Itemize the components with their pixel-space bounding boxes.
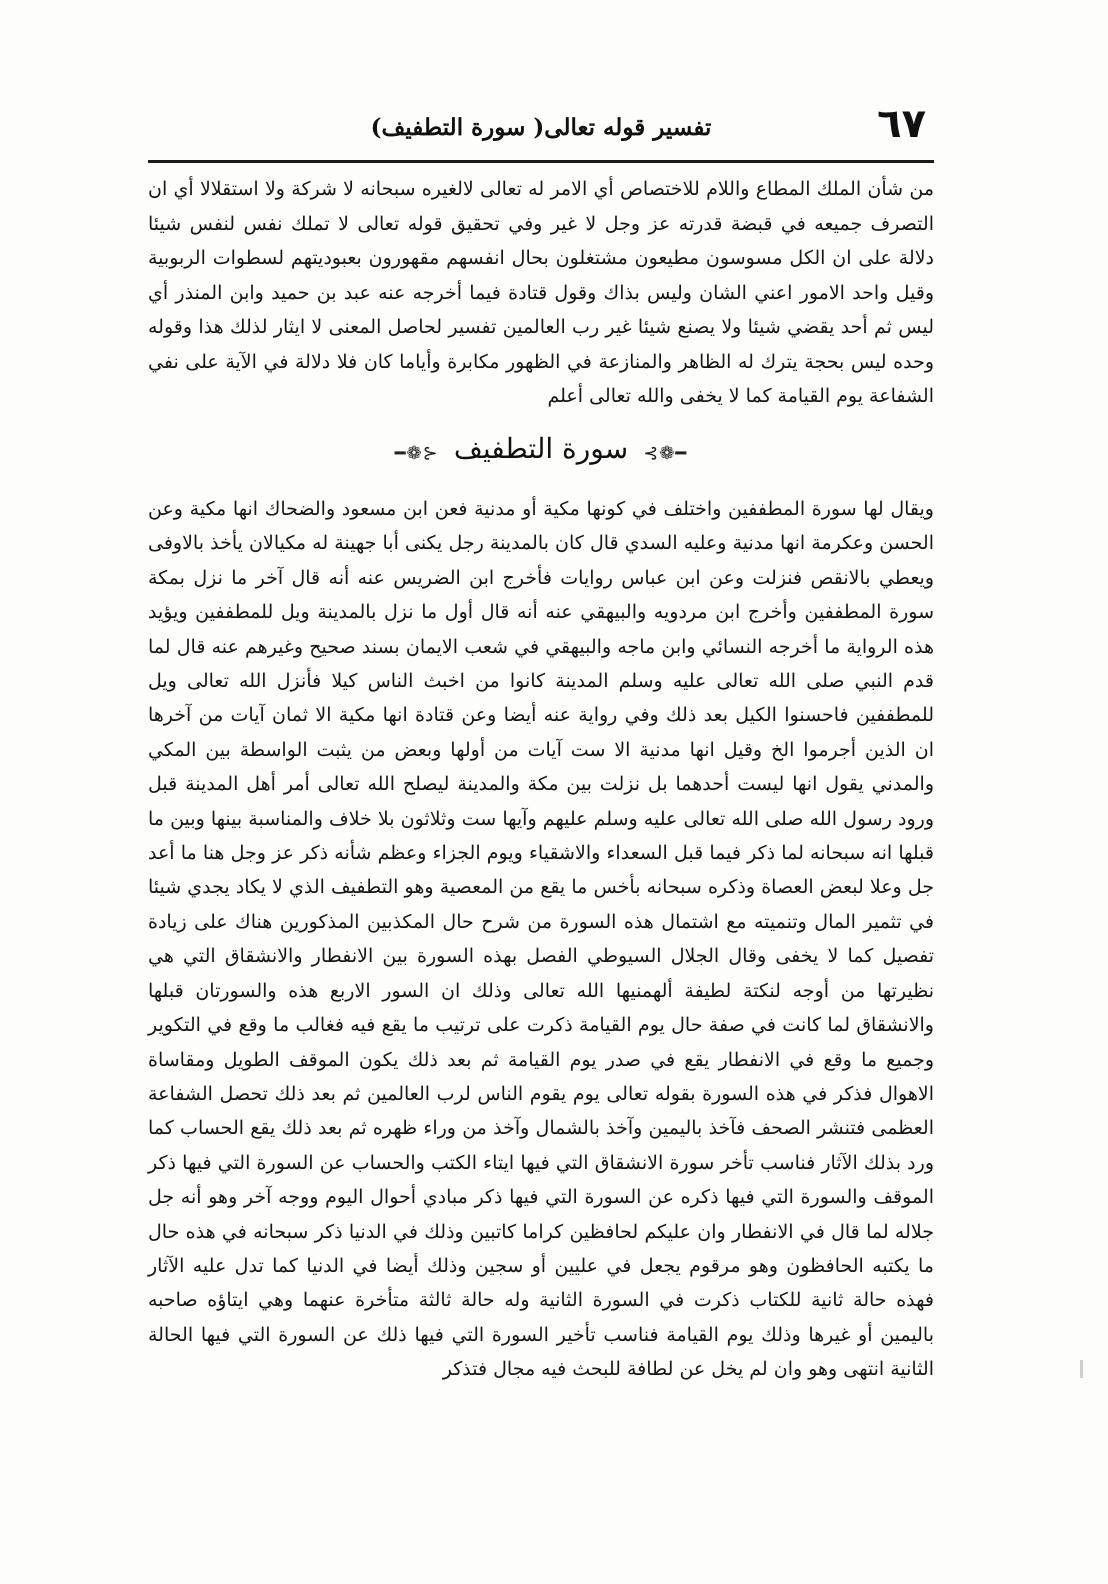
- heading-ornament-right: ━❁⊱: [643, 442, 688, 464]
- surah-title: سورة التطفيف: [453, 432, 629, 465]
- page-header: [148, 101, 934, 156]
- surah-heading: [148, 424, 934, 474]
- commentary-paragraph-1: من شأن الملك المطاع واللام للاختصاص أي الامر له تعالى لالغيره سبحانه لا شركة ولا استقلالا أي ان التصرف جميعه في قبضة قدرته عز وجل لا غير وفي تحقيق قوله تعالى لا تملك نفس لنفس شيئا دلالة على ان الكل مسوسون مطيعون مشتغلون بحال انفسهم مقهورون بعبوديتهم لسطوات الربوبية وقيل واحد الامور اعني الشان وليس بذاك وقول قتادة فيما أخرجه عنه عبد بن حميد وابن المنذر أي ليس ثم أحد يقضي شيئا ولا يصنع شيئا غير رب العالمين تفسير لحاصل المعنى لا ايثار لذلك هذا وقوله وحده ليس بحجة يترك له الظاهر والمنازعة في الظهور مكابرة وأياما كان فلا دلالة في الآية على نفي الشفاعة يوم القيامة كما لا يخفى والله تعالى أعلم: [148, 178, 934, 407]
- scan-margin-mark: [1080, 1360, 1083, 1378]
- heading-ornament-left: ⊰❁━: [394, 442, 439, 464]
- header-divider: [148, 160, 934, 163]
- page-number: ٦٧: [877, 101, 926, 147]
- running-title: تفسير قوله تعالى( سورة التطفيف): [370, 114, 712, 141]
- commentary-paragraph-2: ويقال لها سورة المطففين واختلف في كونها مكية أو مدنية فعن ابن مسعود والضحاك انها مكية وعن الحسن وعكرمة انها مدنية وعليه السدي قال كان بالمدينة رجل يكنى أبا جهينة له مكيالان يأخذ بالاوفى ويعطي بالانقص فنزلت وعن ابن عباس روايات فأخرج ابن الضريس عنه أنه قال آخر ما نزل بمكة سورة المطففين وأخرج ابن مردويه والبيهقي عنه أنه قال أول ما نزل بالمدينة ويل للمطففين ويؤيد هذه الرواية ما أخرجه النسائي وابن ماجه والبيهقي في شعب الايمان بسند صحيح وغيرهم عنه قال لما قدم النبي صلى الله تعالى عليه وسلم المدينة كانوا من اخبث الناس كيلا فأنزل الله تعالى ويل للمطففين فاحسنوا الكيل بعد ذلك وفي رواية عنه أيضا وعن قتادة انها مكية الا ثمان آيات من آخرها ان الذين أجرموا الخ وقيل انها مدنية الا ست آيات من أولها وبعض من يثبت الواسطة بين المكي والمدني يقول انها ليست أحدهما بل نزلت بين مكة والمدينة ليصلح الله تعالى أمر أهل المدينة قبل ورود رسول الله صلى الله تعالى عليه وسلم عليهم وآيها ست وثلاثون بلا خلاف والمناسبة بينها وبين ما قبلها انه سبحانه لما ذكر فيما قبل السعداء والاشقياء ويوم الجزاء وعظم شأنه ذكر عز وجل هنا ما أعد جل وعلا لبعض العصاة وذكره سبحانه بأخس ما يقع من المعصية وهو التطفيف الذي لا يكاد يجدي شيئا في تثمير المال وتنميته مع اشتمال هذه السورة من شرح حال المكذبين المذكورين هناك على زيادة تفصيل كما لا يخفى وقال الجلال السيوطي الفصل بهذه السورة بين الانفطار والانشقاق التي هي نظيرتها من أوجه لنكتة لطيفة ألهمنيها الله تعالى وذلك ان السور الاربع هذه والسورتان قبلها والانشقاق لما كانت في صفة حال يوم القيامة ذكرت على ترتيب ما يقع فيه فغالب ما وقع في التكوير وجميع ما وقع في الانفطار يقع في صدر يوم القيامة ثم بعد ذلك يكون الموقف الطويل ومقاساة الاهوال فذكر في هذه السورة بقوله تعالى يوم يقوم الناس لرب العالمين ثم بعد ذلك تحصل الشفاعة العظمى فتنشر الصحف فآخذ باليمين وآخذ بالشمال وآخذ من وراء ظهره ثم بعد ذلك يقع الحساب كما ورد بذلك الآثار فناسب تأخر سورة الانشقاق التي فيها ايتاء الكتب والحساب عن السورة التي فيها ذكر الموقف والسورة التي فيها ذكره عن السورة التي فيها ذكر مبادي أحوال اليوم ووجه آخر وهو أنه جل جلاله لما قال في الانفطار وان عليكم لحافظين كراما كاتبين وذلك في الدنيا ذكر سبحانه في هذه حال ما يكتبه الحافظون وهو مرقوم يجعل في عليين أو سجين وذلك أيضا في الدنيا كما تدل عليه الآثار فهذه حالة ثانية للكتاب ذكرت في السورة الثانية وله حالة ثالثة متأخرة عنهما وهي ايتاؤه صاحبه باليمين أو غيرها وذلك يوم القيامة فناسب تأخير السورة التي فيها ذلك عن السورة التي فيها الحالة الثانية انتهى وهو وان لم يخل عن لطافة للبحث فيه مجال فتذكر: [148, 498, 934, 1381]
